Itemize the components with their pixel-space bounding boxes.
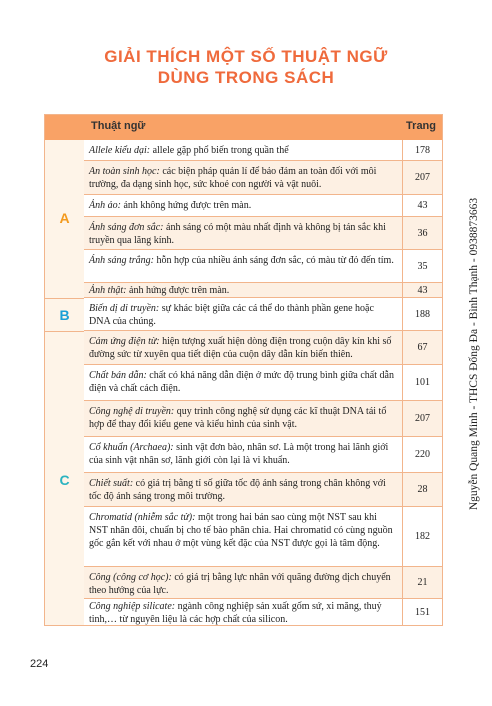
table-row — [84, 298, 442, 331]
header-term-label: Thuật ngữ — [91, 120, 146, 132]
table-row — [84, 140, 442, 161]
term-page: 21 — [402, 567, 442, 598]
term-definition: Công nghiệp silicate: ngành công nghiệp sản xuất gốm sứ, xi măng, thuỷ tinh,… từ nguyên liệu là các hợp chất của silicon. — [89, 601, 382, 625]
table-row — [84, 507, 442, 567]
term-page: 28 — [402, 473, 442, 506]
term-definition: Chất bán dẫn: chất có khả năng dẫn điện ở mức độ trung bình giữa chất dẫn điện và chất cách điện. — [89, 370, 394, 394]
term-definition: Chromatid (nhiễm sắc tử): một trong hai bản sao cùng một NST sau khi NST nhân đôi, chuẩn bị cho tế bào phân chia. Hai chromatid có cùng nguồn gốc gắn kết với nhau ở một vùng kết đặc của NST được gọi là tâm động. — [89, 512, 393, 549]
section-letter-a: A — [59, 210, 70, 226]
page-title-line-1: GIẢI THÍCH MỘT SỐ THUẬT NGỮ — [104, 47, 388, 66]
term-page: 36 — [402, 217, 442, 249]
table-row — [84, 401, 442, 437]
term-page: 220 — [402, 437, 442, 472]
term-page: 43 — [402, 195, 442, 216]
section-letter-c: C — [59, 472, 70, 488]
term-page: 101 — [402, 365, 442, 400]
table-row — [84, 365, 442, 401]
term-definition: Cảm ứng điện từ: hiện tượng xuất hiện dòng điện trong cuộn dây kín khi số đường sức từ xuyên qua tiết diện của cuộn dây dẫn kín biến thiên. — [89, 336, 392, 360]
section-a-column — [45, 140, 84, 298]
side-watermark — [462, 160, 486, 560]
page-number: 224 — [30, 658, 49, 670]
term-definition: Ánh sáng trắng: hỗn hợp của nhiều ánh sáng đơn sắc, có màu từ đỏ đến tím. — [89, 255, 394, 266]
term-definition: Công (công cơ học): có giá trị bằng lực nhân với quãng đường dịch chuyển theo hướng của lực. — [89, 572, 391, 596]
term-definition: Cổ khuẩn (Archaea): sinh vật đơn bào, nhân sơ. Là một trong hai lãnh giới của sinh vật nhân sơ, lãnh giới còn lại là vi khuẩn. — [89, 442, 389, 466]
term-page: 35 — [402, 250, 442, 282]
term-page: 207 — [402, 161, 442, 194]
term-page: 182 — [402, 507, 442, 566]
table-header — [45, 115, 442, 140]
term-definition: Công nghệ di truyền: quy trình công nghệ sử dụng các kĩ thuật DNA tái tổ hợp để thay đổi kiểu gene và kiểu hình của sinh vật. — [89, 406, 387, 430]
table-row — [84, 473, 442, 507]
term-page: 188 — [402, 298, 442, 330]
term-page: 207 — [402, 401, 442, 436]
term-definition: Ảnh thật: ảnh hứng được trên màn. — [89, 285, 230, 296]
table-row — [84, 217, 442, 250]
term-definition: Biến dị di truyền: sự khác biệt giữa các cá thể do thành phần gene hoặc DNA của chúng. — [89, 303, 374, 327]
term-page: 178 — [402, 140, 442, 160]
term-page: 43 — [402, 283, 442, 297]
section-letter-b: B — [59, 307, 70, 323]
section-c-column — [45, 331, 84, 625]
term-page: 151 — [402, 599, 442, 625]
term-definition: An toàn sinh học: các biện pháp quản lí để bảo đảm an toàn đối với môi trường, đa dạng sinh học, sức khoẻ con người và vật nuôi. — [89, 166, 377, 190]
table-row — [84, 161, 442, 195]
term-definition: Ảnh ảo: ảnh không hứng được trên màn. — [89, 200, 252, 211]
section-b-column — [45, 298, 84, 331]
page-title-line-2: DÙNG TRONG SÁCH — [157, 68, 335, 87]
table-row — [84, 283, 442, 298]
table-row — [84, 250, 442, 283]
table-row — [84, 599, 442, 625]
table-row — [84, 195, 442, 217]
term-page: 67 — [402, 331, 442, 364]
side-watermark-text: Nguyễn Quang Minh - THCS Đống Đa - Bình Thạnh - 0938873663 — [468, 197, 480, 511]
table-row — [84, 331, 442, 365]
term-definition: Chiết suất: có giá trị bằng tỉ số giữa tốc độ ánh sáng trong chân không với tốc độ ánh sáng trong môi trường. — [89, 478, 386, 502]
header-page-label: Trang — [406, 120, 436, 132]
term-definition: Allele kiểu dại: allele gặp phổ biến trong quần thể — [89, 145, 289, 156]
table-row — [84, 437, 442, 473]
table-row — [84, 567, 442, 599]
term-definition: Ánh sáng đơn sắc: ánh sáng có một màu nhất định và không bị tán sắc khi truyền qua lăng kính. — [89, 222, 386, 246]
glossary-table — [44, 114, 443, 626]
